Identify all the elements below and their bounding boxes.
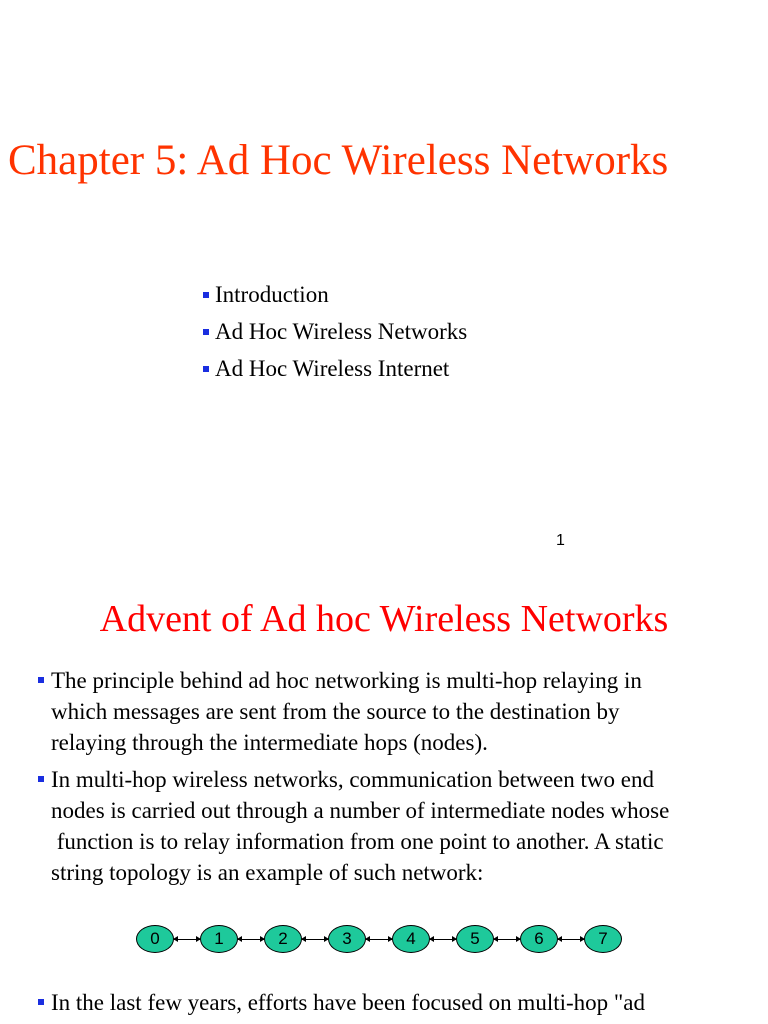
bullet-paragraph bbox=[36, 665, 736, 758]
paragraph-line: function is to relay information from one point to another. A static bbox=[51, 829, 664, 854]
paragraph-line: which messages are sent from the source to the destination by bbox=[51, 699, 620, 724]
paragraph-line: string topology is an example of such network: bbox=[51, 860, 484, 885]
string-topology-diagram bbox=[0, 920, 768, 960]
outline-item-label: Ad Hoc Wireless Networks bbox=[215, 319, 468, 344]
square-bullet-icon bbox=[203, 292, 209, 298]
chapter-outline bbox=[203, 276, 467, 387]
square-bullet-icon bbox=[203, 366, 209, 372]
page-number: 1 bbox=[556, 532, 565, 549]
network-node: 6 bbox=[520, 925, 558, 953]
outline-item-label: Introduction bbox=[215, 282, 329, 307]
bidirectional-link-arrow bbox=[174, 939, 200, 940]
paragraph-line: The principle behind ad hoc networking is multi-hop relaying in bbox=[51, 668, 642, 693]
bidirectional-link-arrow bbox=[366, 939, 392, 940]
paragraph-line: relaying through the intermediate hops (nodes). bbox=[51, 730, 488, 755]
bidirectional-link-arrow bbox=[494, 939, 520, 940]
outline-item bbox=[203, 350, 467, 387]
network-node: 7 bbox=[584, 925, 622, 953]
chapter-title: Chapter 5: Ad Hoc Wireless Networks bbox=[8, 137, 669, 184]
square-bullet-icon bbox=[203, 329, 209, 335]
bullet-paragraph bbox=[36, 987, 736, 1018]
section-title: Advent of Ad hoc Wireless Networks bbox=[99, 598, 669, 640]
bullet-paragraph bbox=[36, 764, 736, 888]
bidirectional-link-arrow bbox=[302, 939, 328, 940]
network-node: 0 bbox=[136, 925, 174, 953]
paragraph-line: nodes is carried out through a number of intermediate nodes whose bbox=[51, 798, 670, 823]
bidirectional-link-arrow bbox=[430, 939, 456, 940]
network-node: 5 bbox=[456, 925, 494, 953]
square-bullet-icon bbox=[38, 776, 44, 782]
outline-item-label: Ad Hoc Wireless Internet bbox=[215, 356, 450, 381]
network-node: 1 bbox=[200, 925, 238, 953]
outline-item bbox=[203, 276, 467, 313]
paragraph-line: In the last few years, efforts have been focused on multi-hop "ad bbox=[51, 990, 645, 1015]
outline-item bbox=[203, 313, 467, 350]
network-node: 3 bbox=[328, 925, 366, 953]
square-bullet-icon bbox=[38, 999, 44, 1005]
network-node: 4 bbox=[392, 925, 430, 953]
bidirectional-link-arrow bbox=[238, 939, 264, 940]
network-node: 2 bbox=[264, 925, 302, 953]
paragraph-line: In multi-hop wireless networks, communication between two end bbox=[51, 767, 654, 792]
bidirectional-link-arrow bbox=[558, 939, 584, 940]
square-bullet-icon bbox=[38, 677, 44, 683]
